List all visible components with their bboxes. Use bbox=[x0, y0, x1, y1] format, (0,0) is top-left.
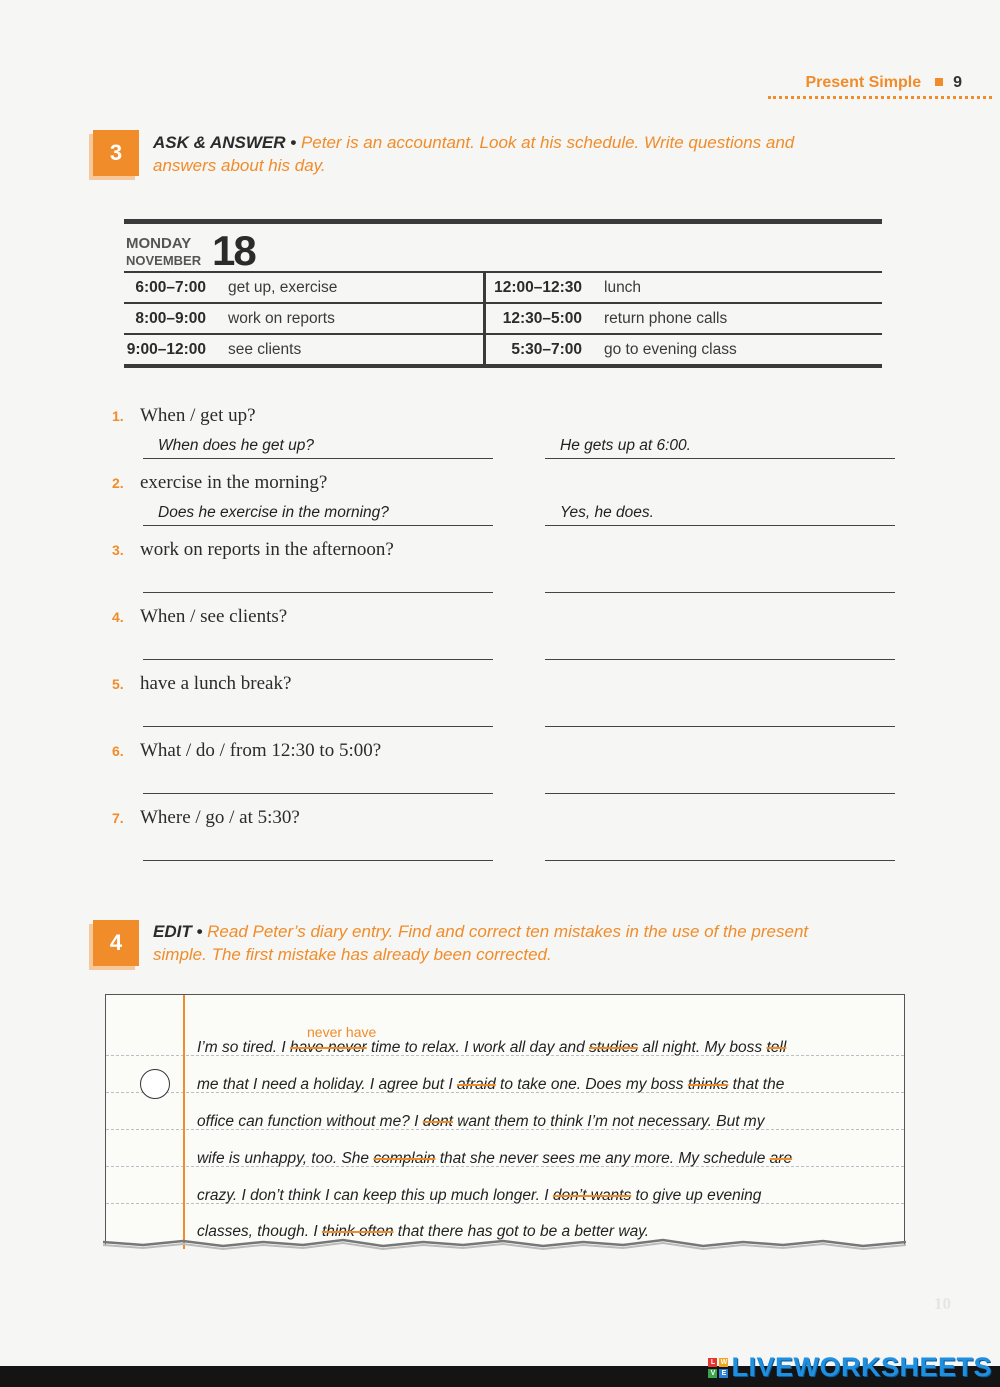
question-7 bbox=[112, 807, 300, 829]
liveworksheets-logo[interactable] bbox=[708, 1352, 992, 1383]
exercise-4-instructions-2: simple. The first mistake has already been corrected. bbox=[153, 945, 552, 964]
question-number: 5. bbox=[112, 676, 124, 692]
schedule-table bbox=[124, 273, 882, 368]
question-4 bbox=[112, 606, 287, 628]
question-number: 1. bbox=[112, 408, 124, 424]
diary-text: office can function without me? I bbox=[197, 1113, 423, 1130]
question-2-question-line[interactable] bbox=[143, 525, 493, 526]
diary-mistake[interactable]: tell bbox=[766, 1039, 787, 1056]
diary-text: to take one. Does my boss bbox=[495, 1076, 688, 1093]
question-5-answer-line[interactable] bbox=[545, 726, 895, 727]
question-2-answer-line[interactable] bbox=[545, 525, 895, 526]
logo-wordmark: LIVEWORKSHEETS bbox=[731, 1352, 992, 1382]
diary-mistake[interactable]: thinks bbox=[687, 1076, 729, 1093]
diary-mistake[interactable]: don’t wants bbox=[552, 1187, 632, 1204]
question-prompt: exercise in the morning? bbox=[140, 472, 328, 493]
logo-square-l: L bbox=[708, 1358, 717, 1367]
diary-line-5 bbox=[197, 1187, 761, 1205]
question-5-question-line[interactable] bbox=[143, 726, 493, 727]
margin-line bbox=[183, 995, 185, 1249]
schedule bbox=[124, 219, 882, 368]
diary-text: crazy. I don’t think I can keep this up much longer. I bbox=[197, 1187, 553, 1204]
question-1-answer-line[interactable] bbox=[545, 458, 895, 459]
question-number: 7. bbox=[112, 810, 124, 826]
exercise-3-instructions-1: Peter is an accountant. Look at his schedule. Write questions and bbox=[300, 133, 795, 152]
diary-text: want them to think I’m not necessary. But my bbox=[452, 1113, 765, 1130]
question-1 bbox=[112, 405, 256, 427]
diary-mistake[interactable]: afraid bbox=[456, 1076, 496, 1093]
schedule-row bbox=[124, 273, 882, 303]
diary-mistake[interactable]: think often bbox=[321, 1223, 394, 1240]
schedule-activity: work on reports bbox=[226, 303, 485, 334]
diary-mistake[interactable]: dont bbox=[422, 1113, 453, 1130]
schedule-month: NOVEMBER bbox=[126, 253, 202, 268]
diary-text: that there has got to be a better way. bbox=[393, 1223, 650, 1240]
question-3 bbox=[112, 539, 394, 561]
diary-mistake[interactable]: studies bbox=[589, 1039, 639, 1056]
running-head bbox=[805, 74, 962, 92]
schedule-row bbox=[124, 303, 882, 334]
diary-correction: never have bbox=[307, 1024, 377, 1040]
exercise-4-instructions-1: Read Peter’s diary entry. Find and correct ten mistakes in the use of the present bbox=[207, 922, 809, 941]
page-number: 9 bbox=[953, 74, 962, 91]
question-number: 3. bbox=[112, 542, 124, 558]
question-1-written-answer: He gets up at 6:00. bbox=[560, 437, 691, 454]
question-7-question-line[interactable] bbox=[143, 860, 493, 861]
schedule-time: 8:00–9:00 bbox=[124, 303, 226, 334]
punch-hole-icon bbox=[140, 1069, 170, 1099]
diary-line-3 bbox=[197, 1113, 764, 1131]
schedule-row bbox=[124, 334, 882, 366]
question-2 bbox=[112, 472, 327, 494]
diary-line-4 bbox=[197, 1150, 792, 1168]
diary-text: classes, though. I bbox=[197, 1223, 322, 1240]
question-5 bbox=[112, 673, 291, 695]
schedule-day-number: 18 bbox=[212, 227, 255, 274]
diary-text: me that I need a holiday. I agree but I bbox=[197, 1076, 457, 1093]
schedule-time: 12:00–12:30 bbox=[486, 273, 602, 303]
diary-text: that the bbox=[728, 1076, 785, 1093]
diary-text: wife is unhappy, too. She bbox=[197, 1150, 374, 1167]
exercise-4-heading bbox=[153, 920, 808, 966]
diary-mistake[interactable]: complain bbox=[373, 1150, 436, 1167]
dotted-rule bbox=[768, 96, 992, 99]
diary-text: to give up evening bbox=[631, 1187, 762, 1204]
question-6-question-line[interactable] bbox=[143, 793, 493, 794]
diary-text: all night. My boss bbox=[638, 1039, 767, 1056]
exercise-4-label: EDIT • bbox=[153, 922, 203, 941]
question-prompt: have a lunch break? bbox=[140, 673, 292, 694]
schedule-time: 9:00–12:00 bbox=[124, 334, 226, 366]
exercise-3-heading bbox=[153, 131, 794, 177]
diary-mistake[interactable]: are bbox=[769, 1150, 793, 1167]
square-bullet-icon bbox=[935, 78, 943, 86]
exercise-3-instructions-2: answers about his day. bbox=[153, 156, 326, 175]
exercise-3-label: ASK & ANSWER • bbox=[153, 133, 297, 152]
schedule-date bbox=[124, 224, 882, 273]
question-number: 6. bbox=[112, 743, 124, 759]
schedule-activity: return phone calls bbox=[602, 303, 882, 334]
question-3-answer-line[interactable] bbox=[545, 592, 895, 593]
schedule-time: 12:30–5:00 bbox=[486, 303, 602, 334]
question-4-question-line[interactable] bbox=[143, 659, 493, 660]
question-6 bbox=[112, 740, 381, 762]
question-number: 2. bbox=[112, 475, 124, 491]
schedule-day-of-week: MONDAY bbox=[126, 235, 192, 252]
question-7-answer-line[interactable] bbox=[545, 860, 895, 861]
logo-square-e: E bbox=[719, 1369, 728, 1378]
faded-page-number: 10 bbox=[934, 1294, 951, 1313]
question-prompt: work on reports in the afternoon? bbox=[140, 539, 394, 560]
question-4-answer-line[interactable] bbox=[545, 659, 895, 660]
question-2-written-question: Does he exercise in the morning? bbox=[158, 504, 389, 521]
question-number: 4. bbox=[112, 609, 124, 625]
diary-line-6 bbox=[197, 1223, 649, 1241]
schedule-time: 5:30–7:00 bbox=[486, 334, 602, 366]
question-1-question-line[interactable] bbox=[143, 458, 493, 459]
diary-text: that she never sees me any more. My schedule bbox=[435, 1150, 770, 1167]
diary-line-2 bbox=[197, 1076, 784, 1094]
logo-square-v: V bbox=[708, 1369, 717, 1378]
question-prompt: When / see clients? bbox=[140, 606, 288, 627]
diary-text: I’m so tired. I bbox=[197, 1039, 291, 1056]
question-prompt: Where / go / at 5:30? bbox=[140, 807, 300, 828]
section-title: Present Simple bbox=[805, 74, 922, 91]
diary-mistake[interactable]: have never bbox=[290, 1039, 367, 1056]
schedule-time: 6:00–7:00 bbox=[124, 273, 226, 303]
question-3-question-line[interactable] bbox=[143, 592, 493, 593]
logo-squares-icon bbox=[708, 1358, 728, 1378]
logo-square-w: W bbox=[720, 1358, 728, 1366]
exercise-3-badge: 3 bbox=[93, 130, 139, 176]
schedule-activity: go to evening class bbox=[602, 334, 882, 366]
question-prompt: What / do / from 12:30 to 5:00? bbox=[140, 740, 382, 761]
diary-line-1 bbox=[197, 1039, 786, 1057]
question-6-answer-line[interactable] bbox=[545, 793, 895, 794]
question-prompt: When / get up? bbox=[140, 405, 256, 426]
diary-text: time to relax. I work all day and bbox=[366, 1039, 589, 1056]
schedule-activity: see clients bbox=[226, 334, 485, 366]
schedule-activity: get up, exercise bbox=[226, 273, 485, 303]
exercise-4-badge: 4 bbox=[93, 920, 139, 966]
schedule-activity: lunch bbox=[602, 273, 882, 303]
question-1-written-question: When does he get up? bbox=[158, 437, 314, 454]
question-2-written-answer: Yes, he does. bbox=[560, 504, 654, 521]
